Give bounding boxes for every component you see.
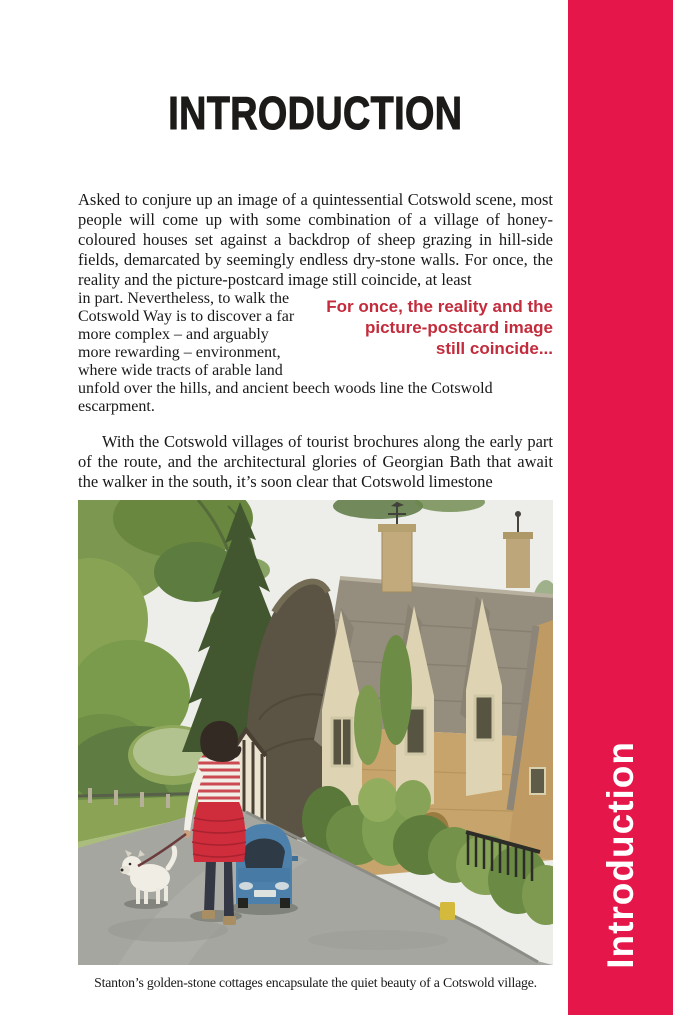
page-title-text: INTRODUCTION <box>168 87 463 139</box>
photo-caption: Stanton’s golden-stone cottages encapsulate the quiet beauty of a Cotswold village. <box>94 975 537 990</box>
gable-window <box>530 768 545 794</box>
section-tab-bar <box>568 0 673 1015</box>
number-plate <box>254 890 276 897</box>
section-tab-label-wrap <box>568 741 673 969</box>
cotswold-village-photo <box>78 500 553 965</box>
photo-figure <box>78 500 553 965</box>
section-tab-label: Introduction <box>599 741 641 969</box>
pull-quote <box>305 292 553 368</box>
paragraph-text-after-quote: in part. Nevertheless, to walk the Cotswold Way is to discover a far more complex – and arguably more rewarding – environment, where wide tracts of arable land unfold over the hills, and ancient beech woods line the Cotswold escarpment. <box>78 290 493 415</box>
intro-paragraph-1 <box>78 190 553 290</box>
pull-quote-line: For once, the reality and the <box>326 297 553 316</box>
pull-quote-line: still coincide... <box>435 339 553 358</box>
pull-quote-line: picture-postcard image <box>365 318 553 337</box>
grit-bin <box>440 902 455 920</box>
paragraph-text-before-quote: Asked to conjure up an image of a quintessential Cotswold scene, most people will come up with some combination of a village of honey-coloured houses set against a backdrop of sheep grazing in hill-side fields, demarcated by seemingly endless dry-stone walls. For once, the reality and the picture-postcard image still coincide, at least <box>78 190 553 289</box>
intro-paragraph-2: With the Cotswold villages of tourist brochures along the early part of the route, and the architectural glories of Georgian Bath that await the walker in the south, it’s soon clear that Cotswold limestone <box>78 432 553 491</box>
page-title <box>78 87 553 139</box>
